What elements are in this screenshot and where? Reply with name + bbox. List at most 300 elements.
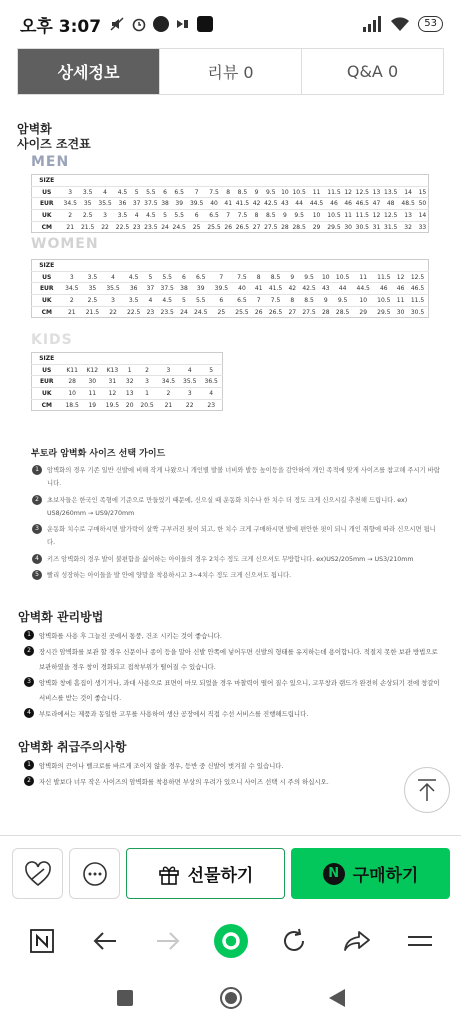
refresh-icon bbox=[281, 928, 307, 954]
size-cell: 31 bbox=[372, 223, 381, 231]
size-cell: 11.5 bbox=[407, 295, 428, 307]
size-cell: 25 bbox=[192, 223, 201, 231]
size-cell: 5.5 bbox=[157, 271, 178, 283]
size-cell: 3 bbox=[62, 271, 83, 283]
list-item: 3 암벽화 창에 흠집이 생기거나, 과대 사용으로 표면이 마모 되었을 경우 마찰력이 떨어 질수 있으니, 고무창과 랜드가 완전히 손상되기 전에 창갈이 서비스를 받는 것이 좋습니다. bbox=[24, 676, 444, 707]
size-cell: 23 bbox=[146, 308, 155, 316]
naver-home-button[interactable] bbox=[24, 923, 60, 959]
size-cell: 10 bbox=[319, 271, 332, 283]
detail-tabs bbox=[17, 48, 444, 95]
caution-list bbox=[24, 759, 444, 790]
size-cell: 14 bbox=[399, 186, 416, 198]
size-cell: 4.5 bbox=[157, 295, 178, 307]
table-row bbox=[32, 260, 429, 272]
kids-size-table bbox=[31, 352, 223, 411]
size-cell: 39 bbox=[170, 198, 187, 210]
size-cell: 13 bbox=[399, 210, 416, 222]
size-cell: 9 bbox=[251, 186, 262, 198]
size-cell: 42 bbox=[251, 198, 262, 210]
product-detail-content bbox=[0, 118, 461, 808]
tab-reviews[interactable]: 리뷰 0 bbox=[159, 49, 301, 94]
list-item: 1 암벽화의 끈이나 벨크로를 바르게 조이지 않을 경우, 등반 중 신발이 벗겨질 수 있습니다. bbox=[24, 759, 444, 775]
size-cell: 6.5 bbox=[190, 271, 211, 283]
size-header-cell: SIZE bbox=[32, 353, 62, 365]
size-cell: 19.5 bbox=[105, 401, 120, 409]
size-cell: 5 bbox=[177, 295, 190, 307]
android-nav-bar bbox=[0, 971, 461, 1024]
table-row bbox=[32, 388, 223, 400]
size-cell: 4 bbox=[144, 295, 157, 307]
talk-button[interactable] bbox=[69, 848, 120, 899]
table-row bbox=[32, 399, 223, 411]
caution-title: 암벽화 취급주의사항 bbox=[18, 740, 127, 754]
size-cell: 8 bbox=[223, 186, 234, 198]
size-cell: 10 bbox=[308, 210, 325, 222]
size-cell: 13.5 bbox=[382, 186, 399, 198]
size-cell: 7.5 bbox=[205, 186, 222, 198]
size-cell: 41 bbox=[252, 283, 265, 295]
table-row bbox=[32, 210, 429, 222]
naver-green-dot-button[interactable] bbox=[213, 923, 249, 959]
size-cell: 27 bbox=[288, 308, 297, 316]
size-cell: 5 bbox=[160, 210, 171, 222]
size-cell: 11 bbox=[343, 210, 354, 222]
size-cell: 2 bbox=[158, 388, 179, 400]
naver-logo-icon bbox=[30, 929, 54, 953]
size-cell: 2.5 bbox=[82, 295, 103, 307]
size-cell: 24 bbox=[180, 308, 188, 316]
size-cell: 26.5 bbox=[235, 223, 250, 231]
size-cell: 5.5 bbox=[142, 186, 159, 198]
size-cell: 28 bbox=[62, 376, 83, 388]
size-cell: 1 bbox=[136, 388, 157, 400]
table-row bbox=[32, 221, 429, 233]
size-cell: 11.5 bbox=[354, 210, 371, 222]
size-cell: 28 bbox=[321, 308, 330, 316]
size-cell: 7.5 bbox=[234, 210, 251, 222]
size-cell: 5 bbox=[144, 271, 157, 283]
list-item: 4 키즈 암벽화의 경우 발이 불편함을 싫어하는 아이들의 경우 2치수 정도 크게 신으셔도 무방합니다. ex)US2/205mm → US3/210mm bbox=[32, 553, 442, 566]
row-header-cell: UK bbox=[32, 388, 62, 400]
battery-indicator: 53 bbox=[418, 16, 443, 32]
size-cell: 25 bbox=[217, 308, 226, 316]
size-cell: 46 bbox=[374, 283, 395, 295]
size-cell: 37.5 bbox=[157, 283, 178, 295]
tab-qna[interactable]: Q&A 0 bbox=[301, 49, 443, 94]
row-header-cell: UK bbox=[32, 295, 62, 307]
buy-button[interactable] bbox=[291, 848, 450, 899]
row-header-cell: EUR bbox=[32, 198, 62, 210]
size-cell: 44 bbox=[290, 198, 307, 210]
size-cell: 30 bbox=[396, 308, 405, 316]
size-cell: 11 bbox=[83, 388, 102, 400]
size-cell: 48 bbox=[382, 198, 399, 210]
size-cell: 6 bbox=[160, 186, 171, 198]
size-cell: 50 bbox=[417, 198, 429, 210]
list-item: 2 자신 발보다 너무 작은 사이즈의 암벽화를 착용하면 부상의 우려가 있으니 사이즈 선택 시 주의 하십시오. bbox=[24, 775, 444, 791]
signal-icon bbox=[362, 16, 382, 32]
size-cell: 28.5 bbox=[335, 308, 350, 316]
size-cell: 12.5 bbox=[407, 271, 428, 283]
status-bar bbox=[0, 0, 461, 48]
women-label: WOMEN bbox=[31, 236, 99, 252]
size-cell: 3 bbox=[96, 210, 113, 222]
size-cell: 31 bbox=[102, 376, 123, 388]
arrow-right-icon bbox=[155, 930, 181, 952]
size-cell: 36.5 bbox=[200, 376, 222, 388]
size-cell: 14 bbox=[417, 210, 429, 222]
size-cell: 23.5 bbox=[160, 308, 174, 316]
size-cell: 30.5 bbox=[355, 223, 369, 231]
size-cell: 46 bbox=[343, 198, 354, 210]
purchase-bar bbox=[0, 835, 461, 911]
size-cell: 7 bbox=[252, 295, 265, 307]
size-cell: 40 bbox=[232, 283, 253, 295]
size-cell: 10.5 bbox=[374, 295, 395, 307]
size-cell: 9 bbox=[279, 210, 290, 222]
size-cell: 21 bbox=[67, 308, 76, 316]
list-item: 2 초보자들은 한국인 족형에 기준으로 만들었기 때문에, 신으실 때 운동화 치수나 한 치수 더 정도 크게 신으시길 추천해 드립니다. ex) US8/260mm → US9/270mm bbox=[32, 494, 442, 520]
size-cell: 11 bbox=[394, 295, 407, 307]
table-row bbox=[32, 353, 223, 365]
share-button[interactable] bbox=[339, 923, 375, 959]
size-cell: 10 bbox=[279, 186, 290, 198]
size-cell: 4 bbox=[103, 271, 124, 283]
size-cell: 38 bbox=[177, 283, 190, 295]
size-cell: 46.5 bbox=[354, 198, 371, 210]
size-cell: 28.5 bbox=[292, 223, 306, 231]
size-cell: 8.5 bbox=[234, 186, 251, 198]
size-cell: 23 bbox=[132, 223, 141, 231]
size-cell: 10 bbox=[62, 388, 83, 400]
scroll-top-button[interactable] bbox=[404, 767, 450, 813]
size-cell: 6 bbox=[177, 271, 190, 283]
tab-details[interactable]: 상세정보 bbox=[18, 49, 159, 94]
size-cell: 27.5 bbox=[264, 223, 278, 231]
size-cell: 38 bbox=[160, 198, 171, 210]
size-cell: 4 bbox=[200, 388, 222, 400]
size-cell: 13 bbox=[371, 186, 382, 198]
gift-button[interactable] bbox=[126, 848, 285, 899]
table-row bbox=[32, 198, 429, 210]
naver-pay-icon: N bbox=[323, 863, 345, 885]
size-guide-list bbox=[32, 464, 442, 586]
sync-off-icon bbox=[175, 16, 191, 32]
size-cell: 10.5 bbox=[332, 271, 353, 283]
size-cell: 3.5 bbox=[82, 271, 103, 283]
size-cell: 34.5 bbox=[158, 376, 179, 388]
size-cell: 9 bbox=[319, 295, 332, 307]
size-cell: 3 bbox=[103, 295, 124, 307]
list-item: 5 빨리 성장하는 아이들을 발 안에 양말을 착용하시고 3~4치수 정도 크게 신으셔도 됩니다. bbox=[32, 569, 442, 582]
size-cell: 2 bbox=[62, 210, 79, 222]
size-cell: K12 bbox=[83, 364, 102, 376]
alarm-icon bbox=[131, 16, 147, 32]
size-cell: 9.5 bbox=[290, 210, 307, 222]
size-cell: 24.5 bbox=[194, 308, 208, 316]
size-cell: 46 bbox=[394, 283, 407, 295]
size-cell: 30 bbox=[344, 223, 352, 231]
table-row bbox=[32, 271, 429, 283]
size-cell: 26 bbox=[224, 223, 233, 231]
size-cell: 27.5 bbox=[302, 308, 316, 316]
size-cell: 32 bbox=[123, 376, 136, 388]
size-cell: 7 bbox=[188, 186, 205, 198]
back-button[interactable] bbox=[87, 923, 123, 959]
size-cell: 20.5 bbox=[140, 401, 154, 409]
app-notification-icon bbox=[153, 16, 169, 32]
size-cell: 42.5 bbox=[299, 283, 320, 295]
hamburger-menu-icon bbox=[407, 931, 433, 951]
size-cell: 32 bbox=[404, 223, 412, 231]
size-cell: 11 bbox=[308, 186, 325, 198]
size-cell: 3.5 bbox=[114, 210, 131, 222]
men-label: MEN bbox=[31, 154, 70, 170]
size-cell: 12.5 bbox=[354, 186, 371, 198]
gift-label: 선물하기 bbox=[187, 866, 254, 886]
app-badge-icon bbox=[197, 16, 213, 32]
size-cell: 18.5 bbox=[65, 401, 79, 409]
size-cell: 6 bbox=[188, 210, 205, 222]
size-cell: 5.5 bbox=[170, 210, 187, 222]
women-size-table bbox=[31, 259, 429, 318]
size-cell: 27 bbox=[252, 223, 261, 231]
table-row bbox=[32, 364, 223, 376]
size-cell: 39 bbox=[190, 283, 211, 295]
size-cell: 7 bbox=[211, 271, 232, 283]
size-cell: 4.5 bbox=[123, 271, 144, 283]
size-cell: 22 bbox=[185, 401, 194, 409]
size-cell: 22 bbox=[101, 223, 109, 231]
refresh-button[interactable] bbox=[276, 923, 312, 959]
size-cell: 12 bbox=[343, 186, 354, 198]
size-cell: 46 bbox=[325, 198, 342, 210]
wifi-icon bbox=[390, 16, 410, 32]
size-cell: 8 bbox=[286, 295, 299, 307]
table-row bbox=[32, 175, 429, 187]
size-cell: 47 bbox=[371, 198, 382, 210]
table-row bbox=[32, 376, 223, 388]
list-item: 3 운동화 치수로 구매하시면 발가락이 살짝 구부러진 핏이 되고, 한 치수 크게 구매하시면 발에 편안한 핏이 되니 개인 취향에 따라 신으시면 됩니다. bbox=[32, 523, 442, 549]
size-guide-title: 부토라 암벽화 사이즈 선택 가이드 bbox=[31, 449, 166, 459]
size-cell: 22.5 bbox=[115, 223, 130, 231]
mute-icon bbox=[109, 16, 125, 32]
list-item: 1 암벽화의 경우 기존 일반 신발에 비해 작게 나왔으니 개인별 발볼 너비와 발등 높이등을 감안하여 개인 족적에 맞게 사이즈를 참고해 주시기 바랍니다. bbox=[32, 464, 442, 490]
size-cell: 12 bbox=[394, 271, 407, 283]
size-cell: 3.5 bbox=[79, 186, 96, 198]
size-cell: 6.5 bbox=[232, 295, 253, 307]
size-cell: 39.5 bbox=[188, 198, 205, 210]
size-cell: 9.5 bbox=[262, 186, 279, 198]
heart-icon bbox=[24, 861, 52, 887]
size-cell: 1 bbox=[123, 364, 136, 376]
size-cell: 25.5 bbox=[207, 223, 221, 231]
green-dot-icon bbox=[213, 923, 249, 959]
size-cell: 15 bbox=[417, 186, 429, 198]
size-cell: 40 bbox=[205, 198, 222, 210]
size-cell: 35.5 bbox=[103, 283, 124, 295]
size-cell: 21 bbox=[164, 401, 173, 409]
size-cell: 5.5 bbox=[190, 295, 211, 307]
list-item: 1 암벽화를 사용 후 그늘진 곳에서 통풍, 건조 시키는 것이 좋습니다. bbox=[24, 629, 444, 645]
care-list bbox=[24, 629, 444, 722]
size-cell: 37.5 bbox=[142, 198, 159, 210]
size-cell: 3 bbox=[62, 186, 79, 198]
size-cell: K13 bbox=[102, 364, 123, 376]
size-cell: 7 bbox=[223, 210, 234, 222]
size-cell: 12 bbox=[102, 388, 123, 400]
gift-icon bbox=[158, 863, 180, 885]
size-cell: 8.5 bbox=[262, 210, 279, 222]
kids-label: KIDS bbox=[31, 332, 73, 348]
size-cell: 36 bbox=[114, 198, 131, 210]
wishlist-button[interactable] bbox=[12, 848, 63, 899]
size-cell: 11 bbox=[353, 271, 374, 283]
size-cell: 2 bbox=[62, 295, 83, 307]
share-icon bbox=[343, 929, 371, 953]
size-cell: 26.5 bbox=[268, 308, 283, 316]
size-cell: 31.5 bbox=[384, 223, 398, 231]
size-cell: 30 bbox=[83, 376, 102, 388]
size-cell: 3 bbox=[158, 364, 179, 376]
size-cell: 13 bbox=[123, 388, 136, 400]
size-cell: 29.5 bbox=[377, 308, 391, 316]
table-row bbox=[32, 306, 429, 318]
size-cell: 11.5 bbox=[374, 271, 395, 283]
row-header-cell: CM bbox=[41, 223, 52, 231]
size-cell: 2 bbox=[136, 364, 157, 376]
size-cell: 34.5 bbox=[62, 198, 79, 210]
size-cell: 35.5 bbox=[96, 198, 113, 210]
system-back-button[interactable] bbox=[328, 988, 346, 1008]
size-cell: 8 bbox=[252, 271, 265, 283]
size-cell: 6.5 bbox=[170, 186, 187, 198]
size-cell: 4 bbox=[96, 186, 113, 198]
home-button[interactable] bbox=[219, 986, 243, 1010]
arrow-left-icon bbox=[92, 930, 118, 952]
list-item: 2 장시간 암벽화를 보관 할 경우 신문이나 종이 등을 말아 신발 안쪽에 넣어두면 신발의 형태를 유지하는데 용이합니다. 적절지 못한 보관 방법으로 보관하였을 경우 창이 경화되고 접착부위가 떨어질 수 있습니다. bbox=[24, 645, 444, 676]
size-chart-title: 암벽화 사이즈 조견표 bbox=[17, 122, 91, 151]
size-cell: 9.5 bbox=[332, 295, 353, 307]
size-cell: 39.5 bbox=[211, 283, 232, 295]
size-cell: 9 bbox=[286, 271, 299, 283]
size-cell: 21 bbox=[66, 223, 75, 231]
size-cell: 10.5 bbox=[325, 210, 342, 222]
size-cell: 30.5 bbox=[410, 308, 425, 316]
size-cell: K11 bbox=[62, 364, 83, 376]
size-cell: 28 bbox=[281, 223, 289, 231]
size-cell: 6.5 bbox=[205, 210, 222, 222]
size-cell: 11.5 bbox=[325, 186, 342, 198]
chat-bubble-icon bbox=[81, 860, 109, 888]
size-cell: 3 bbox=[136, 376, 157, 388]
size-cell: 10 bbox=[353, 295, 374, 307]
arrow-up-icon bbox=[416, 778, 438, 802]
status-time: 오후 3:07 bbox=[20, 16, 102, 37]
size-cell: 35 bbox=[79, 198, 96, 210]
size-cell: 24.5 bbox=[172, 223, 186, 231]
row-header-cell: CM bbox=[41, 308, 52, 316]
row-header-cell: EUR bbox=[32, 376, 62, 388]
size-cell: 41 bbox=[223, 198, 234, 210]
size-cell: 4.5 bbox=[114, 186, 131, 198]
row-header-cell: US bbox=[32, 186, 62, 198]
size-cell: 35.5 bbox=[179, 376, 200, 388]
size-cell: 25.5 bbox=[235, 308, 249, 316]
size-cell: 44.5 bbox=[353, 283, 374, 295]
size-cell: 4 bbox=[131, 210, 142, 222]
size-cell: 37 bbox=[131, 198, 142, 210]
size-cell: 21.5 bbox=[85, 308, 100, 316]
size-cell: 19 bbox=[88, 401, 97, 409]
table-row bbox=[32, 186, 429, 198]
row-header-cell: UK bbox=[32, 210, 62, 222]
list-item: 4 부토라에서는 제품과 동일한 고무를 사용하여 생산 공장에서 직접 수선 서비스를 진행해드립니다. bbox=[24, 707, 444, 723]
recent-apps-button[interactable] bbox=[116, 989, 134, 1007]
size-cell: 6 bbox=[211, 295, 232, 307]
size-cell: 24 bbox=[161, 223, 169, 231]
care-title: 암벽화 관리방법 bbox=[18, 610, 104, 624]
size-cell: 33 bbox=[418, 223, 427, 231]
size-cell: 22 bbox=[109, 308, 117, 316]
size-cell: 35 bbox=[82, 283, 103, 295]
size-cell: 21.5 bbox=[80, 223, 95, 231]
size-cell: 41.5 bbox=[234, 198, 251, 210]
size-cell: 3 bbox=[179, 388, 200, 400]
size-cell: 29 bbox=[312, 223, 321, 231]
size-cell: 22.5 bbox=[126, 308, 141, 316]
size-cell: 44 bbox=[332, 283, 353, 295]
size-cell: 42.5 bbox=[262, 198, 279, 210]
forward-button[interactable] bbox=[150, 923, 186, 959]
size-cell: 12.5 bbox=[382, 210, 399, 222]
row-header-cell: US bbox=[32, 364, 62, 376]
size-cell: 9.5 bbox=[299, 271, 320, 283]
row-header-cell: CM bbox=[41, 401, 52, 409]
size-cell: 43 bbox=[279, 198, 290, 210]
row-header-cell: US bbox=[32, 271, 62, 283]
men-size-table bbox=[31, 174, 429, 233]
size-cell: 4.5 bbox=[142, 210, 159, 222]
menu-button[interactable] bbox=[402, 923, 438, 959]
size-cell: 4 bbox=[179, 364, 200, 376]
size-header-cell: SIZE bbox=[32, 175, 62, 187]
size-cell: 44.5 bbox=[308, 198, 325, 210]
size-cell: 7.5 bbox=[265, 295, 286, 307]
size-cell: 37 bbox=[144, 283, 157, 295]
size-cell: 12 bbox=[371, 210, 382, 222]
size-cell: 2.5 bbox=[79, 210, 96, 222]
size-cell: 20 bbox=[125, 401, 134, 409]
size-cell: 42 bbox=[286, 283, 299, 295]
size-cell: 36 bbox=[123, 283, 144, 295]
size-cell: 23 bbox=[207, 401, 216, 409]
size-cell: 29.5 bbox=[327, 223, 341, 231]
size-cell: 8.5 bbox=[299, 295, 320, 307]
table-row bbox=[32, 283, 429, 295]
buy-label: 구매하기 bbox=[352, 866, 419, 886]
size-cell: 29 bbox=[359, 308, 368, 316]
size-cell: 41.5 bbox=[265, 283, 286, 295]
size-cell: 34.5 bbox=[62, 283, 83, 295]
size-cell: 5 bbox=[200, 364, 222, 376]
size-cell: 46.5 bbox=[407, 283, 428, 295]
size-cell: 7.5 bbox=[232, 271, 253, 283]
row-header-cell: EUR bbox=[32, 283, 62, 295]
size-cell: 5 bbox=[131, 186, 142, 198]
table-row bbox=[32, 295, 429, 307]
size-cell: 23.5 bbox=[144, 223, 158, 231]
